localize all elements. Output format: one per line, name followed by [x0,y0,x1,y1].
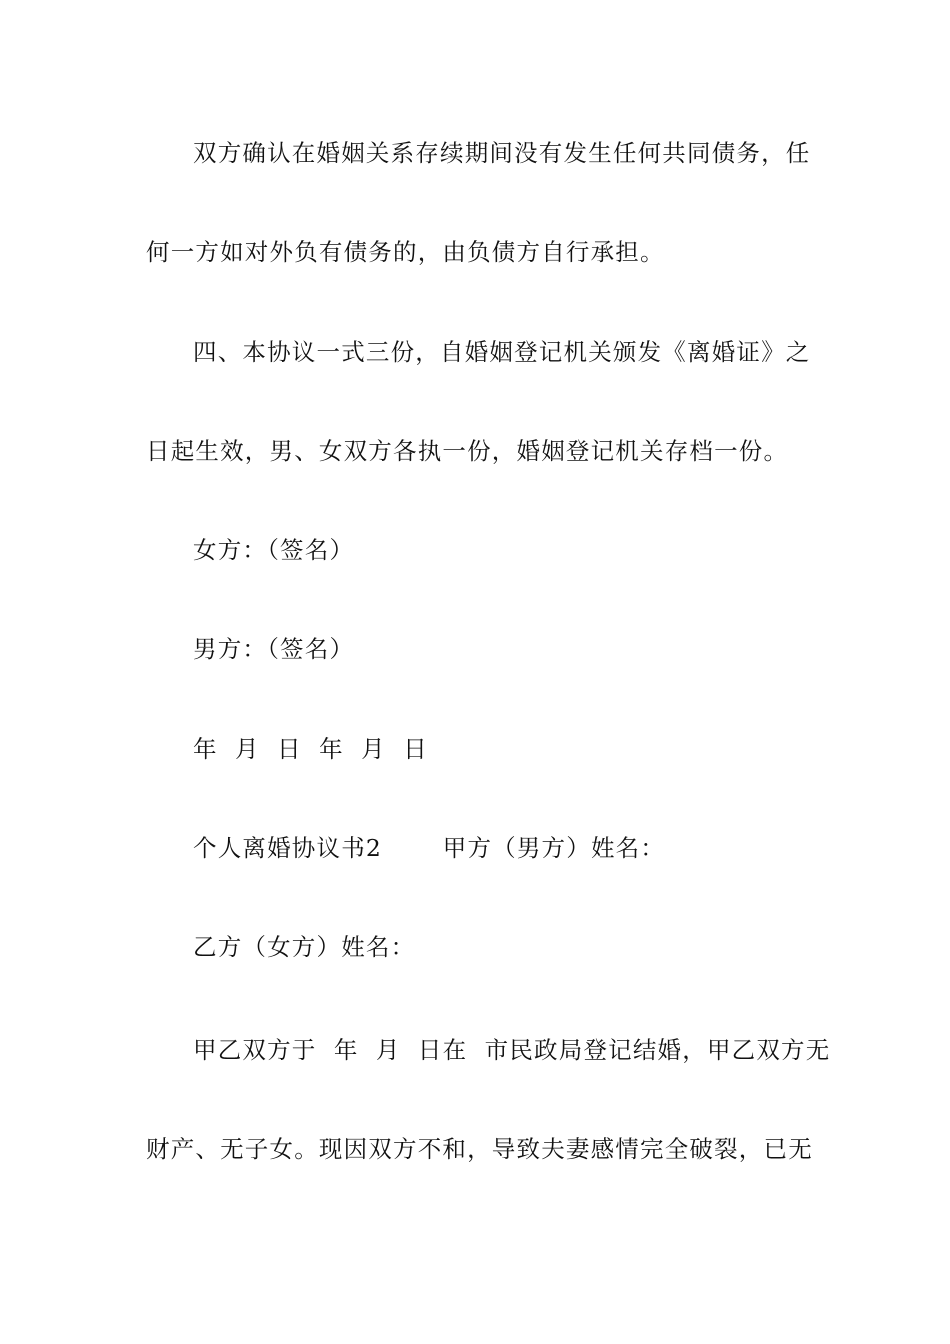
paragraph-copies-line-2: 日起生效，男、女双方各执一份，婚姻登记机关存档一份。 [146,437,789,465]
male-signature-line: 男方：（签名） [193,635,355,663]
paragraph-marriage-line-2: 财产、无子女。现因双方不和，导致夫妻感情完全破裂，已无 [146,1135,813,1163]
paragraph-debt-line-2: 何一方如对外负有债务的，由负债方自行承担。 [146,238,665,266]
party-b-name-line: 乙方（女方）姓名： [193,933,416,961]
paragraph-copies-line-1: 四、本协议一式三份，自婚姻登记机关颁发《离婚证》之 [193,338,811,366]
paragraph-marriage-line-1: 甲乙双方于 年 月 日在 市民政局登记结婚，甲乙双方无 [193,1036,831,1064]
female-signature-line: 女方：（签名） [193,536,355,564]
agreement-2-title-line: 个人离婚协议书2 甲方（男方）姓名： [193,834,666,862]
paragraph-debt-line-1: 双方确认在婚姻关系存续期间没有发生任何共同债务，任 [193,139,811,167]
date-line: 年 月 日 年 月 日 [193,735,428,763]
